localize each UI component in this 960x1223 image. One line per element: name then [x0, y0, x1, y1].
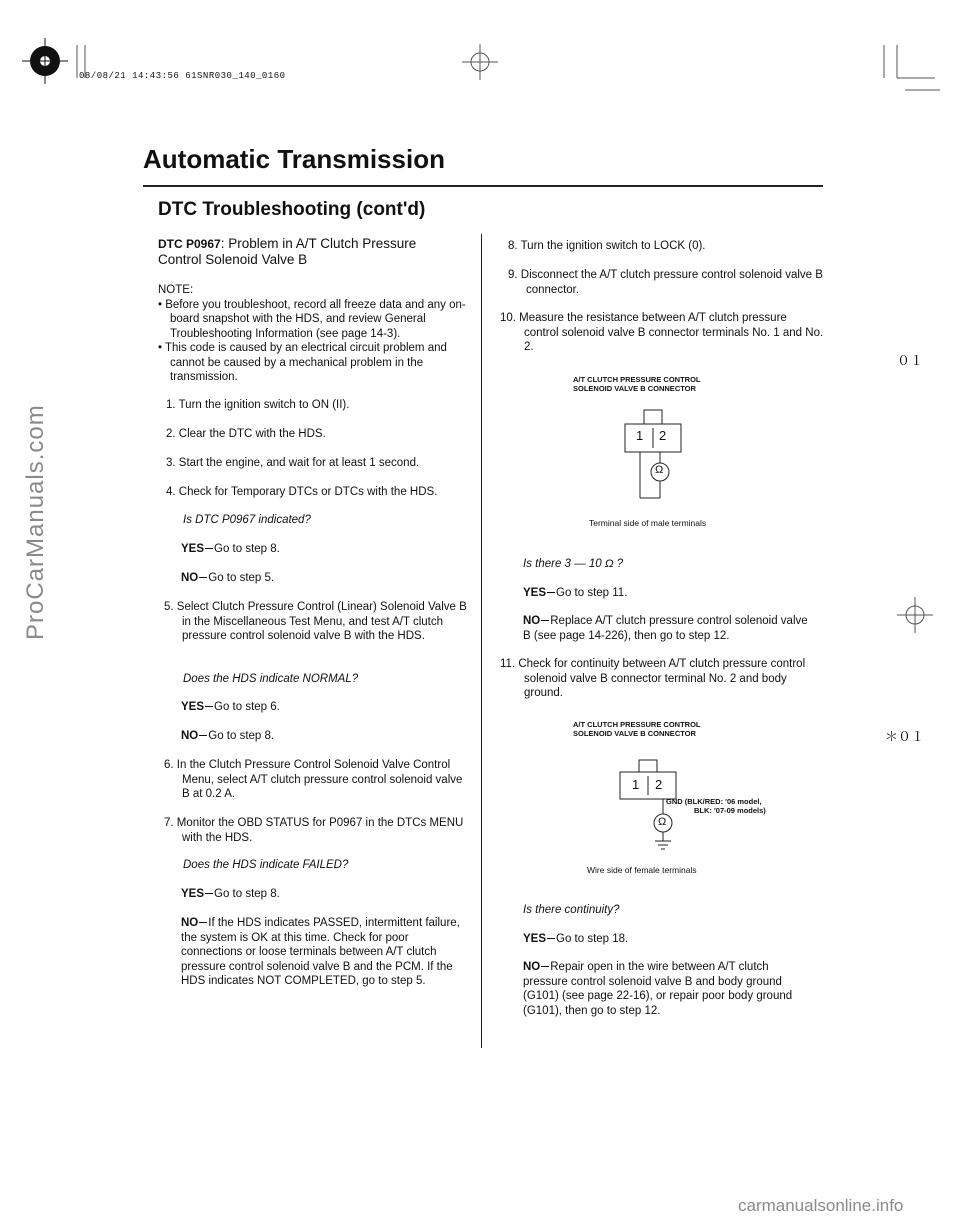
diagram-1-connector — [620, 405, 700, 505]
yes-label: YES — [181, 888, 205, 900]
question-4: Is DTC P0967 indicated? — [183, 514, 311, 526]
step-7: 7. Monitor the OBD STATUS for P0967 in the DTCs MENU with the HDS. — [164, 817, 464, 844]
yes-4-text: Go to step 8. — [214, 543, 280, 555]
step-6: 6. In the Clutch Pressure Control Solenoid Valve Control Menu, select A/T clutch pressure control solenoid valve B at 0.2 A. — [164, 759, 463, 800]
no-5 — [181, 729, 274, 744]
column-divider — [481, 234, 482, 1048]
no-label: NO — [181, 572, 199, 584]
question-5: Does the HDS indicate NORMAL? — [183, 673, 359, 685]
no-4-text: Go to step 5. — [208, 572, 275, 584]
yes-label: YES — [523, 933, 547, 945]
note-bullet-2: • This code is caused by an electrical circuit problem and cannot be caused by a mechanical problem in the transmission. — [158, 342, 447, 383]
yes-10 — [523, 586, 627, 601]
no-11-text: Repair open in the wire between A/T clutch pressure control solenoid valve B and body ground (G101) (see page 22-16), or repair poor body ground (G101), then go to step 12. — [523, 961, 793, 1017]
yes-label: YES — [523, 587, 547, 599]
diagram-2-pin-1: 1 — [632, 777, 640, 792]
diagram-2-pin-2: 2 — [655, 777, 663, 792]
yes-label: YES — [181, 543, 205, 555]
ohmmeter-icon: Ω — [658, 816, 667, 828]
no-7 — [181, 916, 466, 989]
diagram-1-caption: Terminal side of male terminals — [589, 518, 707, 528]
yes-label: YES — [181, 701, 205, 713]
step-3: 3. Start the engine, and wait for at least 1 second. — [166, 457, 420, 469]
title-rule — [143, 185, 823, 187]
yes-11-text: Go to step 18. — [556, 933, 629, 945]
side-watermark: ProCarManuals.com — [22, 404, 49, 640]
dtc-desc-1: : Problem in A/T Clutch Pressure — [220, 236, 417, 251]
yes-5-text: Go to step 6. — [214, 701, 280, 713]
note-label: NOTE: — [158, 284, 194, 296]
yes-5 — [181, 700, 280, 715]
question-10: Is there 3 — 10 Ω ? — [523, 558, 624, 570]
section-title: DTC Troubleshooting (cont'd) — [158, 199, 426, 220]
no-4 — [181, 571, 274, 586]
yes-7-text: Go to step 8. — [214, 888, 280, 900]
yes-11 — [523, 932, 628, 947]
question-7: Does the HDS indicate FAILED? — [183, 859, 349, 871]
no-5-text: Go to step 8. — [208, 730, 275, 742]
registration-mark-right — [895, 595, 935, 635]
step-10: 10. Measure the resistance between A/T clutch pressure control solenoid valve B connector terminals No. 1 and No. 2. — [500, 312, 824, 353]
diagram-2-title: A/T CLUTCH PRESSURE CONTROL SOLENOID VALVE B CONNECTOR — [573, 720, 701, 738]
step-11: 11. Check for continuity between A/T clutch pressure control solenoid valve B connector terminal No. 2 and body ground. — [500, 658, 806, 699]
diagram-1-title: A/T CLUTCH PRESSURE CONTROL SOLENOID VALVE B CONNECTOR — [573, 375, 701, 393]
diagram-1-pin-1: 1 — [636, 428, 644, 443]
no-10-text: Replace A/T clutch pressure control solenoid valve B (see page 14-226), then go to step 12. — [523, 615, 808, 642]
diagram-1-pin-2: 2 — [659, 428, 667, 443]
note-bullet-1: • Before you troubleshoot, record all freeze data and any on-board snapshot with the HDS, and review General Troubleshooting Information (see page 14-3). — [158, 298, 466, 340]
margin-code-2: ＊０１ — [885, 730, 925, 745]
footer-watermark: carmanualsonline.info — [738, 1196, 904, 1215]
dtc-heading — [158, 236, 468, 267]
no-label: NO — [181, 730, 199, 742]
ohmmeter-icon: Ω — [655, 464, 664, 476]
step-2: 2. Clear the DTC with the HDS. — [166, 428, 326, 440]
step-8: 8. Turn the ignition switch to LOCK (0). — [508, 240, 706, 252]
dtc-desc-2: Control Solenoid Valve B — [158, 252, 308, 267]
no-label: NO — [523, 615, 541, 627]
no-label: NO — [181, 917, 199, 929]
step-5: 5. Select Clutch Pressure Control (Linear) Solenoid Valve B in the Miscellaneous Test Menu, and test A/T clutch pressure control solenoid valve B with the HDS. — [164, 601, 467, 642]
left-column — [158, 236, 468, 267]
dtc-code: DTC P0967 — [158, 237, 221, 251]
step-4: 4. Check for Temporary DTCs or DTCs with the HDS. — [166, 486, 438, 498]
no-11 — [523, 960, 808, 1018]
yes-10-text: Go to step 11. — [556, 587, 628, 599]
step-1: 1. Turn the ignition switch to ON (II). — [166, 399, 350, 411]
diagram-2-caption: Wire side of female terminals — [587, 865, 697, 875]
print-stamp: 08/08/21 14:43:56 61SNR030_140_0160 — [79, 71, 286, 81]
note-block — [158, 283, 468, 385]
page-title: Automatic Transmission — [143, 144, 445, 174]
margin-code-1: ０１ — [897, 354, 924, 369]
ground-label: GND (BLK/RED: '06 model, BLK: '07-09 models) — [666, 797, 766, 815]
registration-marks — [0, 0, 960, 110]
question-11: Is there continuity? — [523, 904, 620, 916]
yes-7 — [181, 887, 280, 902]
yes-4 — [181, 542, 280, 557]
no-7-text: If the HDS indicates PASSED, intermittent failure, the system is OK at this time. Check for poor connections or loose terminals between A/T clutch pressure control solenoid valve B and the PCM. If the HDS indicates NOT COMPLETED, go to step 5. — [181, 917, 460, 987]
no-label: NO — [523, 961, 541, 973]
no-10 — [523, 614, 808, 643]
step-9: 9. Disconnect the A/T clutch pressure control solenoid valve B connector. — [508, 269, 823, 296]
